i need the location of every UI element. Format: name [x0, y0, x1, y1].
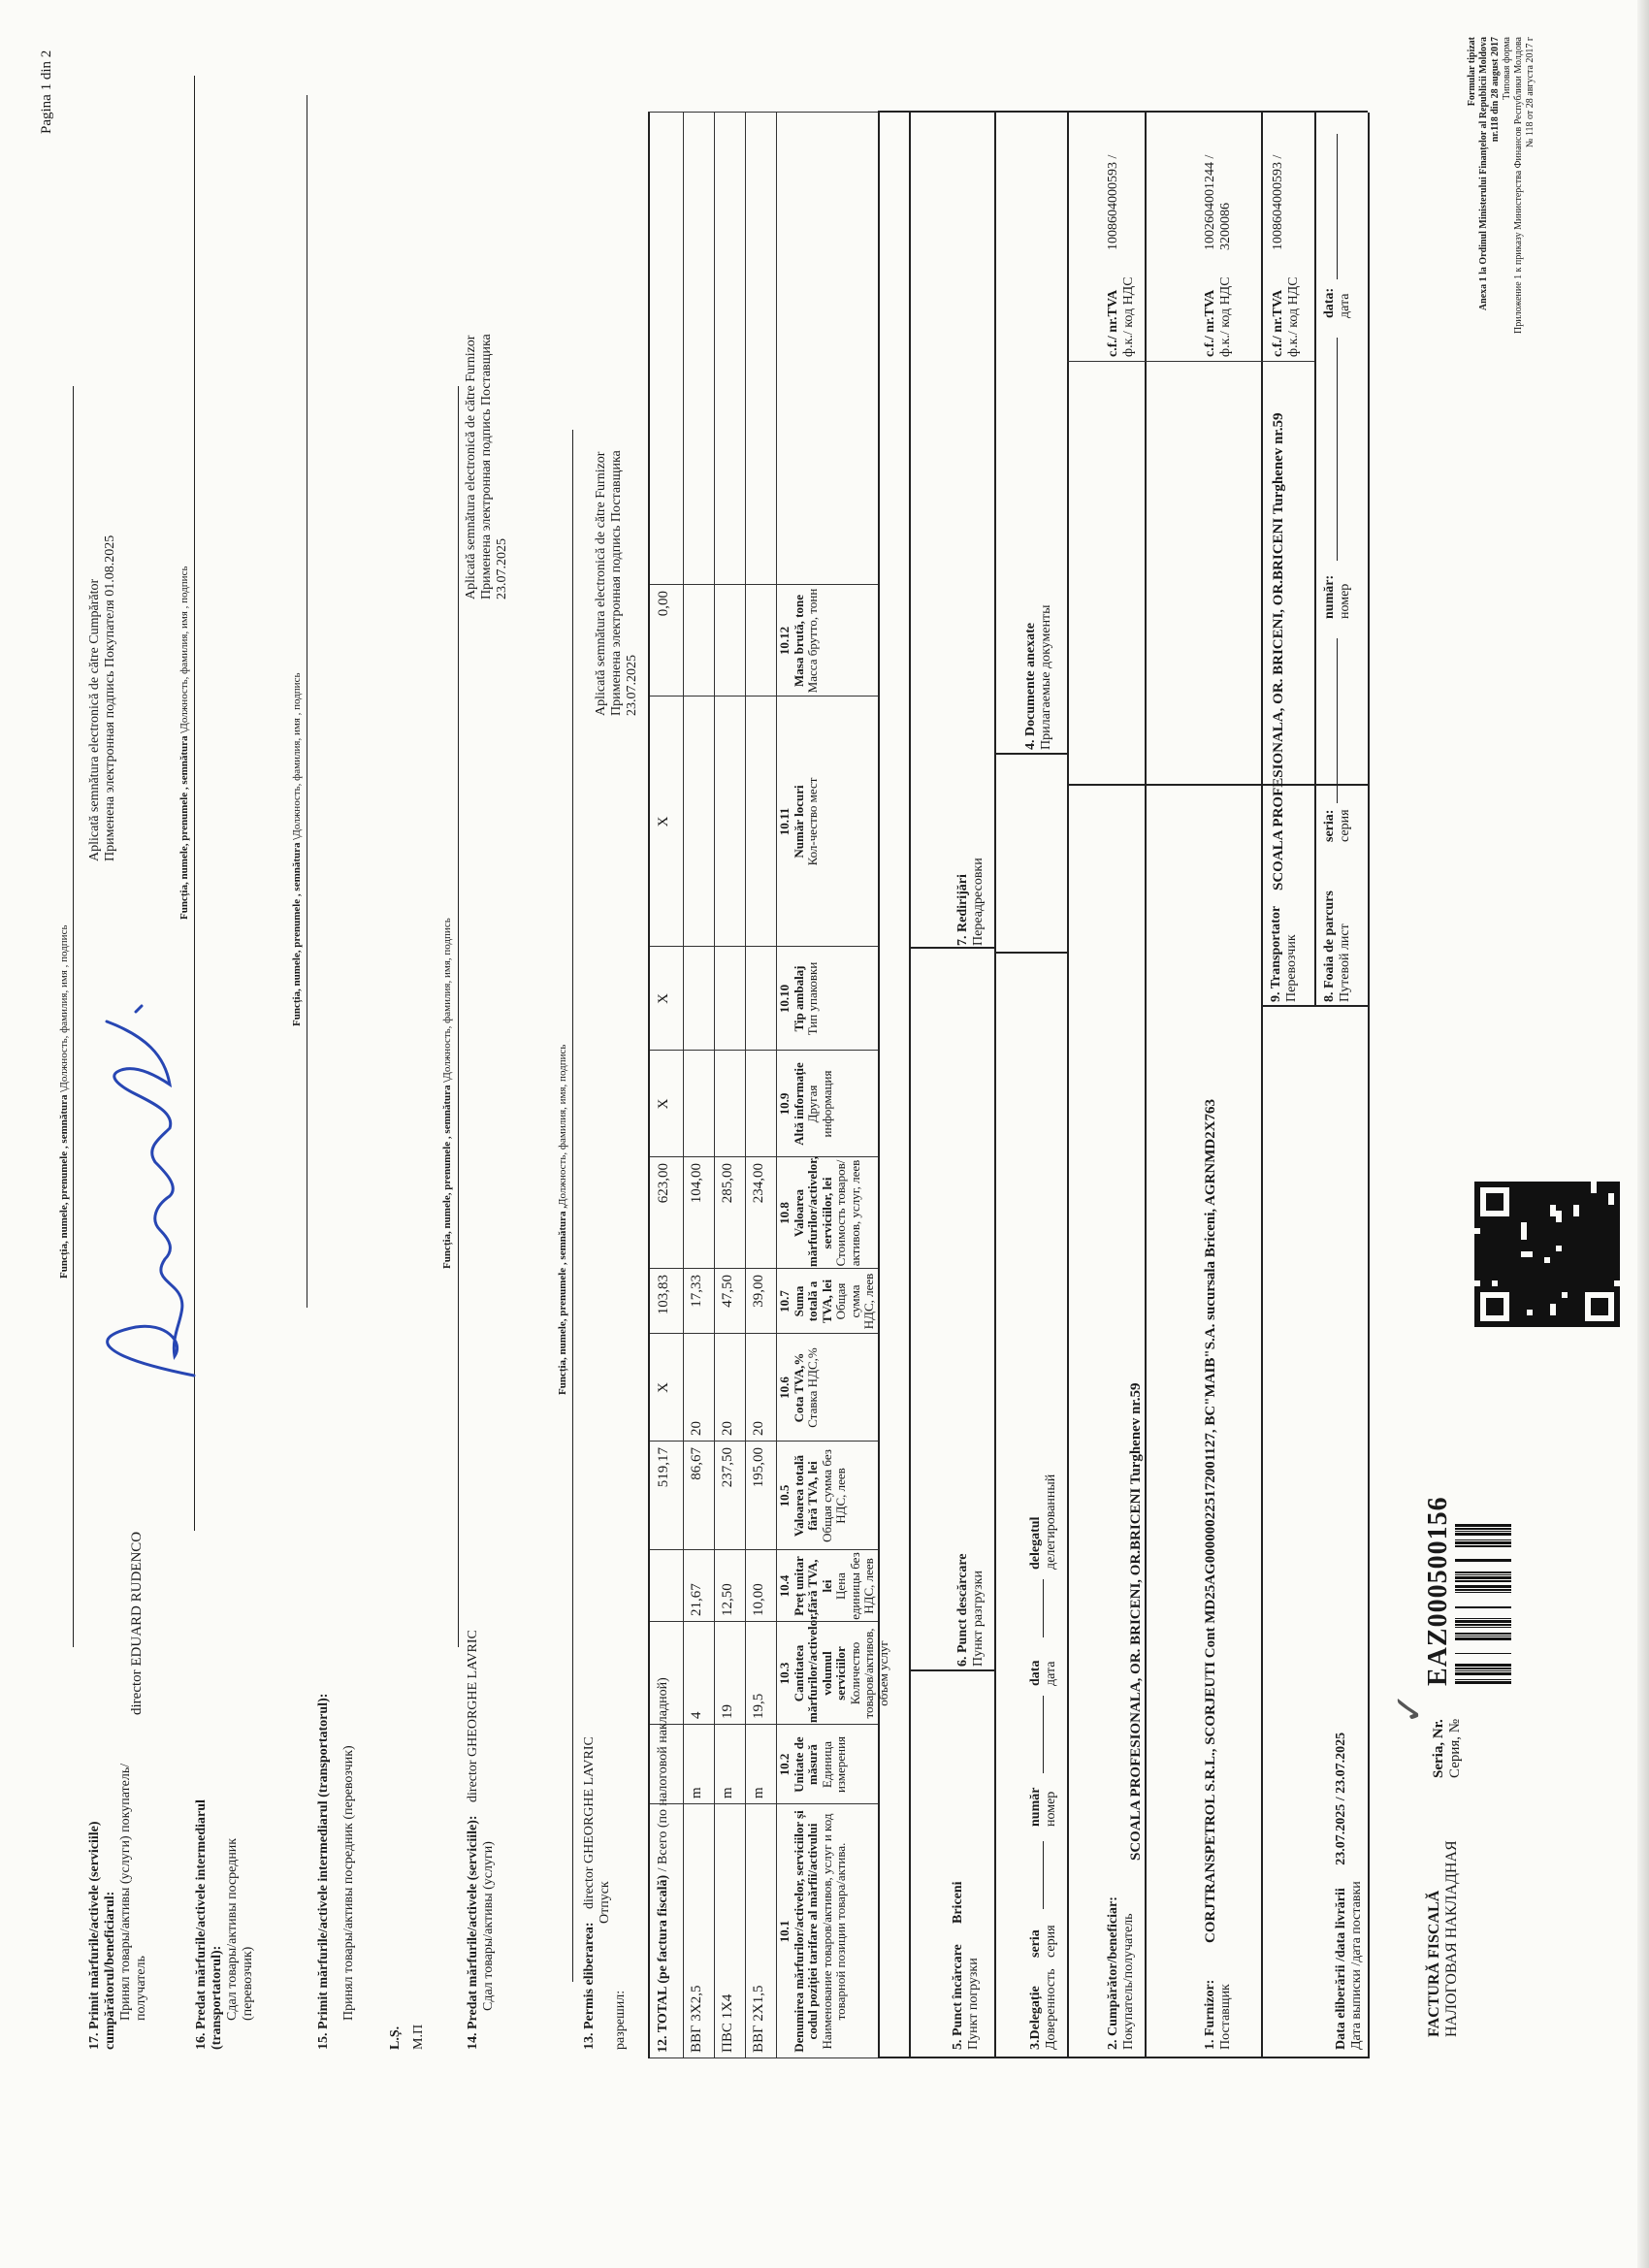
column-header-10-12: 10.12 Masa brută, tone Масса брутто, тонн: [777, 588, 821, 694]
waybill-numar: număr: номер: [1322, 574, 1353, 619]
barcode-image: [1455, 1521, 1513, 1686]
row-3-total: 104,00: [689, 1163, 704, 1204]
sig13-label: 13. Permis eliberarea: director GHEORGHE LAVRIC Отпуск разрешил:: [582, 1736, 629, 2050]
column-header-10-9: 10.9 Altă informație Другая информация: [777, 1062, 834, 1146]
column-header-10-10: 10.10 Tip ambalaj Тип упаковки: [777, 961, 821, 1036]
row-2-net: 237,50: [720, 1447, 735, 1488]
total-x2: X: [656, 993, 671, 1004]
row-1-unit: m: [751, 1787, 766, 1798]
row-1-name: ВВГ 2Х1,5: [751, 1985, 766, 2053]
total-vat: 103,83: [656, 1275, 671, 1315]
qr-code-image: [1474, 1182, 1620, 1327]
dates-field: Data eliberării /data livrării 23.07.2025 / 23.07.2025 Дата выписки /дата поставки: [1334, 1732, 1365, 2050]
row-3-name: ВВГ 3Х2,5: [689, 1985, 704, 2053]
row-1-vat: 39,00: [751, 1275, 766, 1308]
sig16-label: 16. Predat mărfurile/activele intermediarul (transportatorul): Сдал товары/активы посредник (перевозчик): [194, 1799, 256, 2050]
attached-docs-label: 4. Documente anexate Прилагаемые документы: [1023, 604, 1054, 750]
order-reference: Formular tipizat Anexa 1 la Ordinul Ministerului Finanțelor al Republicii Moldova nr.118 din 28 august 2017 Типовая форма Приложение 1 к приказу Министерства Финансов Республики Молдова № 118 от 28 августа 2017 г: [1467, 37, 1536, 334]
delegation-delegat: delegatul делегированный: [1028, 1474, 1059, 1570]
column-header-10-2: 10.2 Unitate de măsură Единица измерения: [777, 1735, 849, 1794]
sig17-value: director EDUARD RUDENCO: [129, 1531, 145, 1715]
row-3-qty: 4: [689, 1711, 704, 1719]
sig13-esign: Aplicată semnătura electronică de către Furnizor Применена электронная подпись Поставщика 23.07.2025: [594, 450, 640, 716]
column-header-10-1: 10.1 Denumirea mărfurilor/activelor, serviciilor și codul poziției tarifare al mărfii/activului Наименование товаров/активов, услуг и код товарной позиции товара/актива.: [777, 1810, 849, 2053]
supplier-label: 1. Furnizor: Поставщик: [1203, 1979, 1234, 2050]
row-2-vat: 47,50: [720, 1275, 735, 1308]
row-1-vat_rate: 20: [751, 1421, 766, 1436]
sig15-caption: Funcția, numele, prenumele , semnătura \Должность, фамилия, имя , подпись: [291, 672, 303, 1026]
row-2-price: 12,50: [720, 1583, 735, 1616]
row-1-net: 195,00: [751, 1447, 766, 1488]
row-2-unit: m: [720, 1787, 735, 1798]
series-label: Seria, Nr. Серия, №: [1431, 1718, 1464, 1778]
sig14-esign: Aplicată semnătura electronică de către Furnizor Применена электронная подпись Поставщика 23.07.2025: [464, 334, 510, 599]
document-title: FACTURĂ FISCALĂ НАЛОГОВАЯ НАКЛАДНАЯ: [1426, 1840, 1461, 2037]
loading-point-label: 5. Punct încărcare Пункт погрузки: [951, 1944, 982, 2050]
redirect-label: 7. Redirijări Переадресовки: [955, 858, 986, 946]
row-3-price: 21,67: [689, 1583, 704, 1616]
row-1-total: 234,00: [751, 1163, 766, 1204]
row-3-vat: 17,33: [689, 1275, 704, 1308]
buyer-vat: c.f./ nr.TVA ф.к./ код НДС: [1106, 276, 1137, 357]
total-x3: X: [656, 816, 671, 827]
row-2-qty: 19: [720, 1704, 735, 1719]
unloading-point-label: 6. Punct descărcare Пункт разгрузки: [955, 1553, 986, 1667]
supplier-vat-value: 1002604001244 / 3200086: [1203, 154, 1234, 250]
row-3-net: 86,67: [689, 1447, 704, 1480]
supplier-value: CORJTRANSPETROL S.R.L., SCORJEUTI Cont MD25AG000000225172001127, BC"MAIB"S.A. sucursala Briceni, AGRNMD2X763: [1203, 1098, 1218, 1943]
delegation-data: data дата: [1028, 1660, 1059, 1686]
row-3-unit: m: [689, 1787, 704, 1798]
waybill-label: 8. Foaia de parcurs Путевой лист: [1322, 891, 1353, 1002]
sig14-caption: Funcția, numele, prenumele , semnătura \Должность, фамилия, имя, подпись: [441, 918, 453, 1269]
row-3-vat_rate: 20: [689, 1421, 704, 1436]
series-number: EAZ000500156: [1423, 1496, 1453, 1686]
row-1-qty: 19,5: [751, 1693, 766, 1719]
column-header-10-5: 10.5 Valoarea totală fără TVA, lei Общая сумма без НДС, леев: [777, 1449, 849, 1542]
sig14-label: 14. Predat mărfurile/activele (serviciile): director GHEORGHE LAVRIC Сдал товары/активы (услуги): [466, 1630, 497, 2050]
total-vat_rate: X: [656, 1382, 671, 1393]
carrier-vat-value: 1008604000593 /: [1271, 154, 1285, 250]
total-mass: 0,00: [656, 591, 671, 617]
row-2-name: ПВС 1Х4: [720, 1993, 735, 2053]
column-header-10-8: 10.8 Valoarea mărfurilor/activelor, serviciilor, lei Стоимость товаров/активов, услуг, леев: [777, 1156, 862, 1267]
column-header-10-6: 10.6 Cota TVA,% Ставка НДС,%: [777, 1347, 821, 1428]
total-net: 519,17: [656, 1447, 671, 1488]
carrier-vat: c.f./ nr.TVA ф.к./ код НДС: [1271, 276, 1302, 357]
total-total: 623,00: [656, 1163, 671, 1204]
page-number: Pagina 1 din 2: [39, 49, 54, 134]
stamp-label: L.Ș. М.П: [388, 2024, 427, 2050]
waybill-seria: seria: серия: [1322, 809, 1353, 842]
column-header-10-3: 10.3 Cantitatea mărfurilor/activelor, volumul serviciilor Количество товаров/активов, объем услуг: [777, 1612, 890, 1723]
row-1-price: 10,00: [751, 1583, 766, 1616]
sig13-caption: Funcția, numele, prenumele , semnătura ,Должность, фамилия, имя, подпись: [557, 1044, 568, 1395]
loading-point-value: Briceni: [951, 1881, 965, 1924]
supplier-vat: c.f./ nr.TVA ф.к./ код НДС: [1203, 276, 1234, 357]
total-label: 12. TOTAL (pe factura fiscală) / Всего (по налоговой накладной): [656, 1677, 670, 2053]
row-2-total: 285,00: [720, 1163, 735, 1204]
buyer-vat-value: 1008604000593 /: [1106, 154, 1120, 250]
sig15-label: 15. Primit mărfurile/activele intermediarul (transportatorul): Принял товары/активы посредник (перевозчик): [316, 1693, 357, 2050]
carrier-label: 9. Transportator Перевозчик: [1269, 905, 1300, 1002]
sig16-caption: Funcția, numele, prenumele , semnătura \Должность, фамилия, имя , подпись: [178, 566, 190, 920]
carrier-value: SCOALA PROFESIONALA, OR. BRICENI, OR.BRICENI Turghenev nr.59: [1271, 412, 1286, 891]
delegation-label: 3.Delegație Доверенность: [1028, 1968, 1059, 2050]
row-2-vat_rate: 20: [720, 1421, 735, 1436]
check-mark: ✓: [1387, 1692, 1432, 1725]
delegation-seria: seria серия: [1028, 1925, 1059, 1958]
column-header-10-4: 10.4 Preț unitar fără TVA, lei Цена единицы без НДС, леев: [777, 1552, 877, 1620]
delegation-numar: număr номер: [1028, 1787, 1059, 1827]
buyer-value: SCOALA PROFESIONALA, OR. BRICENI, OR.BRICENI Turghenev nr.59: [1128, 1382, 1144, 1861]
total-x1: X: [656, 1098, 671, 1110]
waybill-data: data: дата: [1322, 287, 1353, 318]
sig17-caption: Funcția, numele, prenumele , semnătura \Должность, фамилия, имя , подпись: [58, 924, 70, 1279]
column-header-10-7: 10.7 Suma totală a TVA, lei Общая сумма НДС, леев: [777, 1273, 877, 1330]
sig17-esign: Aplicată semnătura electronică de către Cumpărător Применена электронная подпись Покупателя 01.08.2025: [87, 535, 118, 861]
handwritten-signature: [78, 988, 223, 1395]
buyer-label: 2. Cumpărător/beneficiar: Покупатель/получатель: [1106, 1896, 1137, 2050]
sig17-label: 17. Primit mărfurile/activele (serviciile) cumpărătorul/beneficiarul: Принял товары/активы (услуги) покупатель/получатель: [87, 1763, 149, 2050]
column-header-10-11: 10.11 Număr locuri Кол-чество мест: [777, 777, 821, 866]
